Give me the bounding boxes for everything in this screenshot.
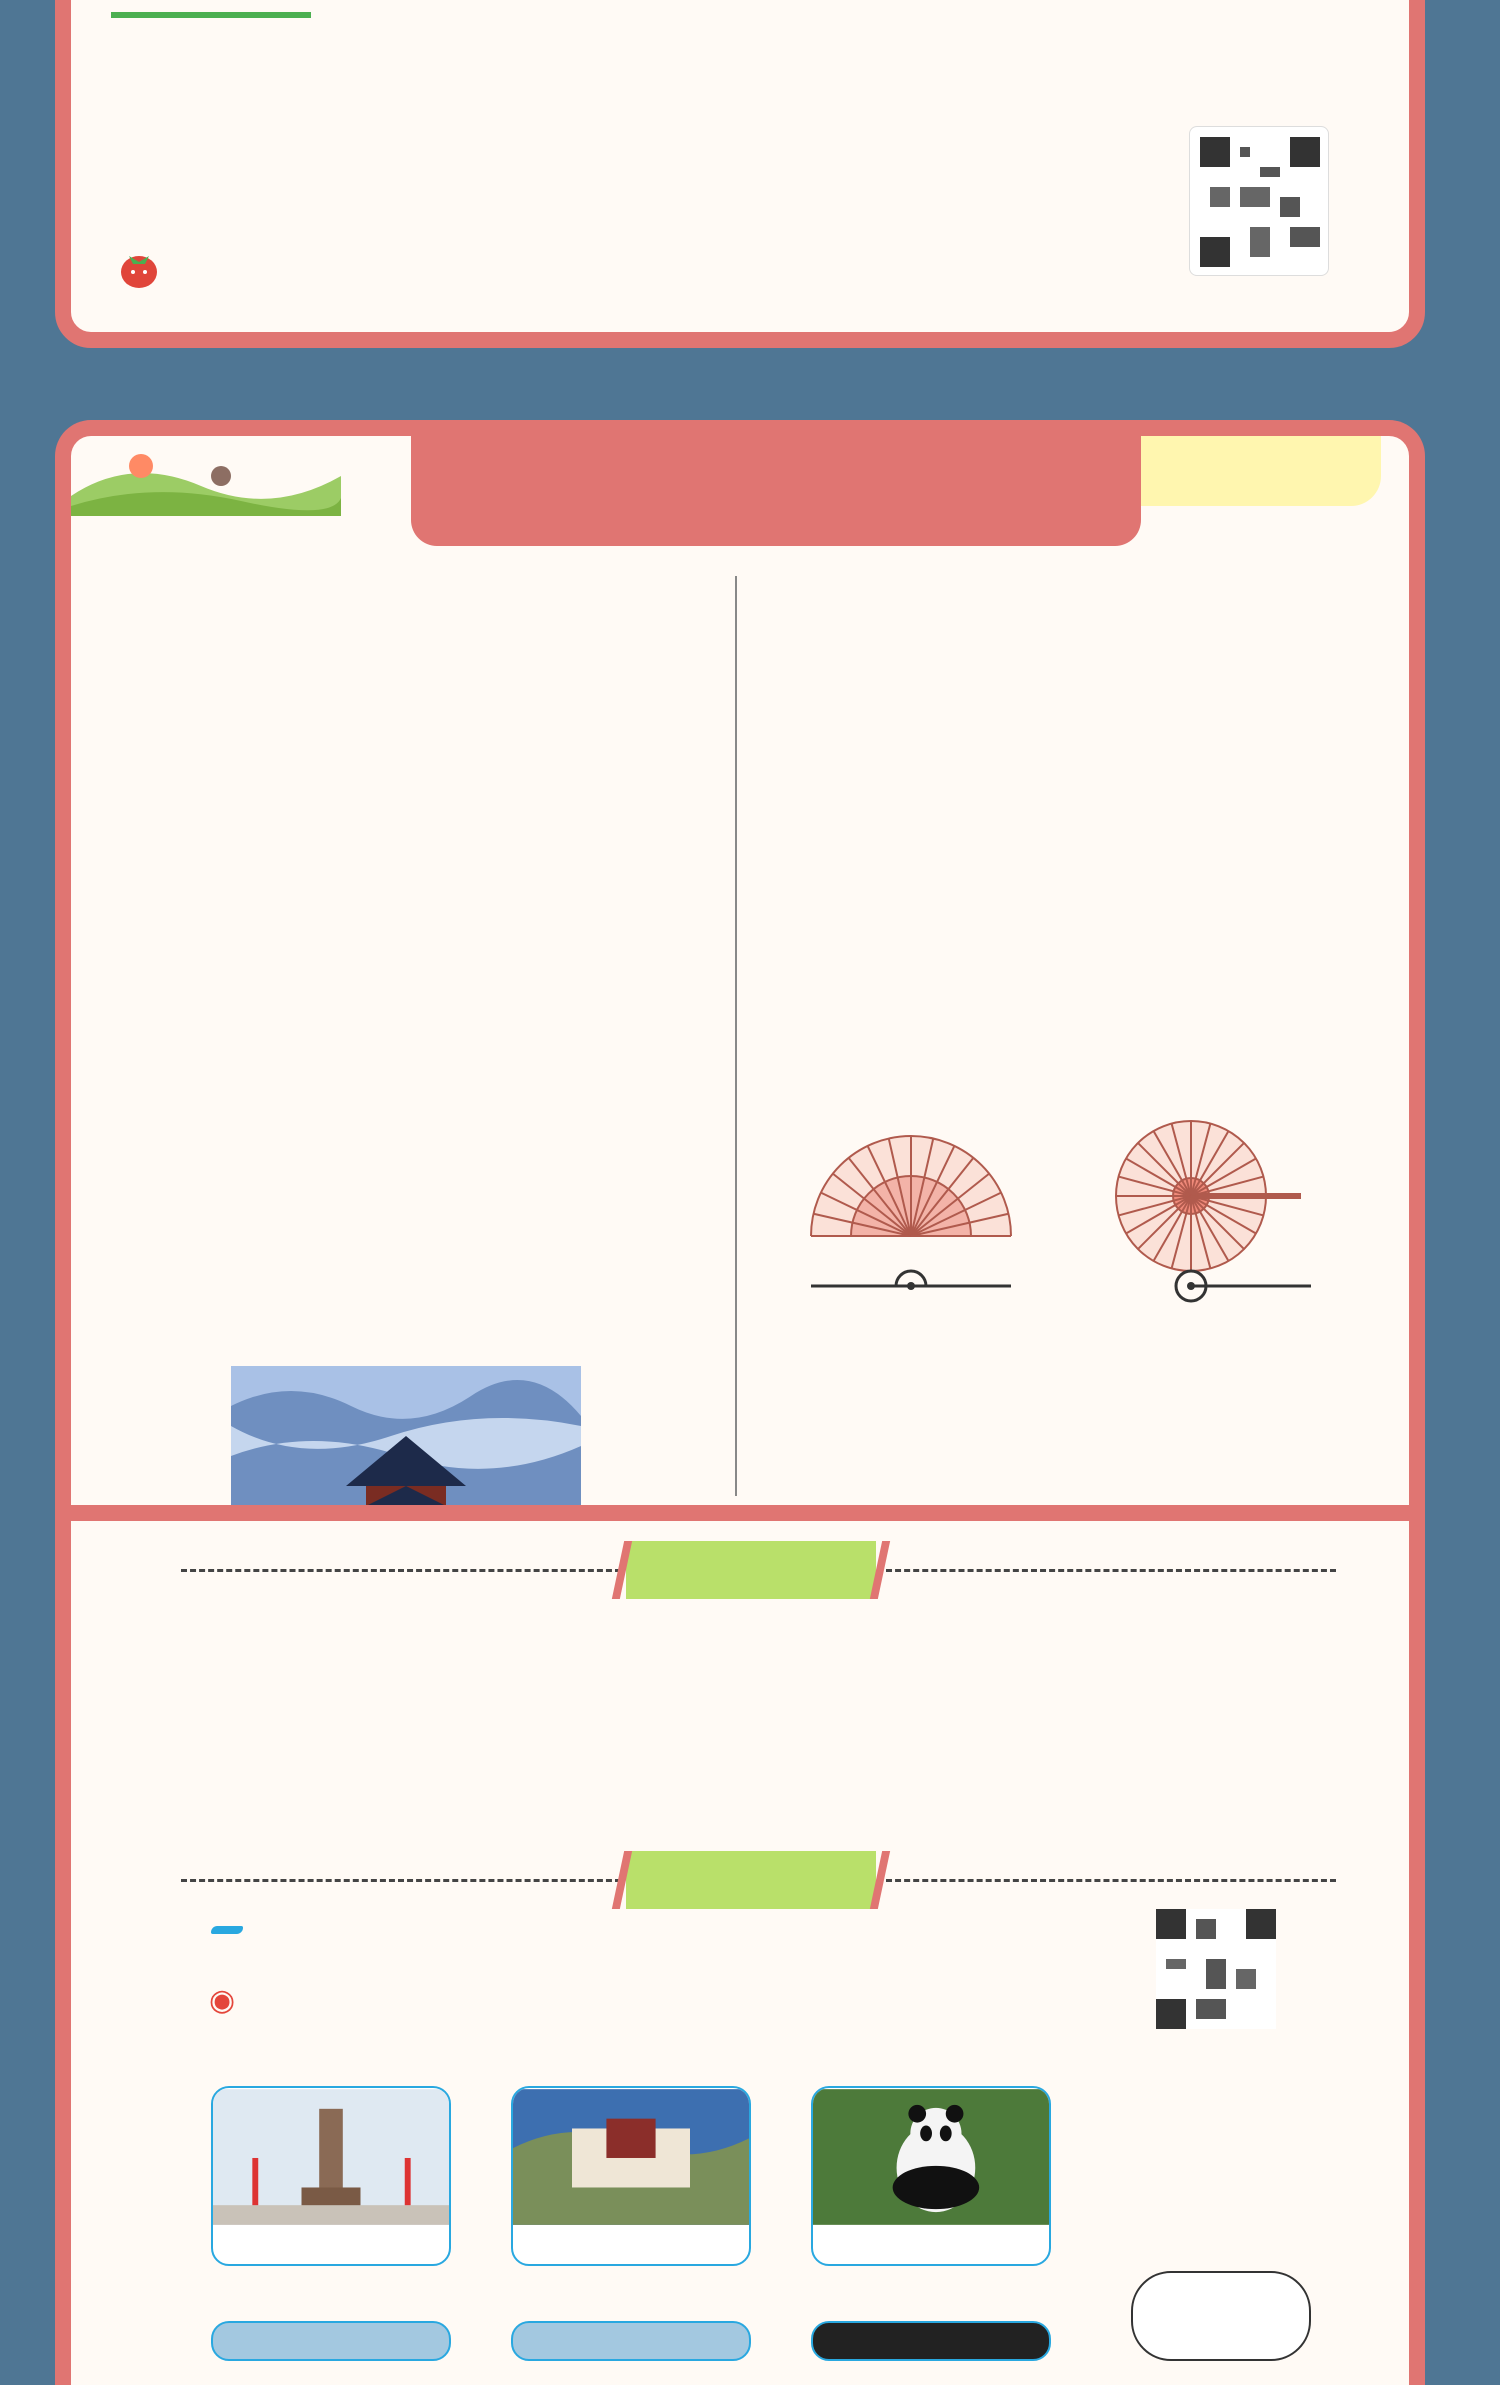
photo-sichuan: [811, 2086, 1051, 2266]
goal-1: [201, 1611, 661, 1697]
photo-caption: [213, 2226, 449, 2234]
dashed-line: [886, 1879, 1336, 1882]
lecture-qr-code[interactable]: [1156, 1909, 1276, 2029]
section-heading: [111, 244, 183, 290]
scene-intro: [209, 1983, 279, 2018]
knowledge-title: [626, 1851, 876, 1909]
eye-icon: ◉: [209, 1983, 236, 2018]
knowledge-banner: [71, 1851, 1411, 1911]
photo-caption: [513, 2226, 749, 2234]
lesson-panel: [55, 1505, 1425, 2385]
dashed-line: [886, 1569, 1336, 1572]
toc-panel: [55, 420, 1425, 1540]
photo-partial: [511, 2321, 751, 2361]
photo-tibet: [511, 2086, 751, 2266]
monument-image: [213, 2088, 449, 2226]
total-population-bubble: [1131, 2271, 1311, 2361]
qiantang-paragraph: [101, 28, 1391, 70]
photo-partial: [211, 2321, 451, 2361]
photo-caption: [813, 2226, 1049, 2234]
photo-partial: [811, 2321, 1051, 2361]
toc-right-column: [741, 436, 1421, 1536]
photo-beijing: [211, 2086, 451, 2266]
dashed-line: [181, 1569, 621, 1572]
protractor-fans-illustration: [791, 1086, 1351, 1306]
qr-code[interactable]: [1189, 126, 1329, 276]
column-divider: [735, 576, 737, 1496]
reading-panel: [55, 0, 1425, 348]
goal-2-cont: [671, 1611, 1331, 1654]
knowledge-point-heading: [211, 1926, 255, 1934]
potala-palace-image: [513, 2088, 749, 2226]
knowledge-point-pill: [211, 1926, 243, 1934]
goals-title: [626, 1541, 876, 1599]
dashed-line: [181, 1879, 621, 1882]
strawberry-icon: [111, 244, 167, 290]
panda-image: [813, 2088, 1049, 2226]
section-underline: [111, 12, 311, 18]
goals-banner: [71, 1541, 1411, 1601]
